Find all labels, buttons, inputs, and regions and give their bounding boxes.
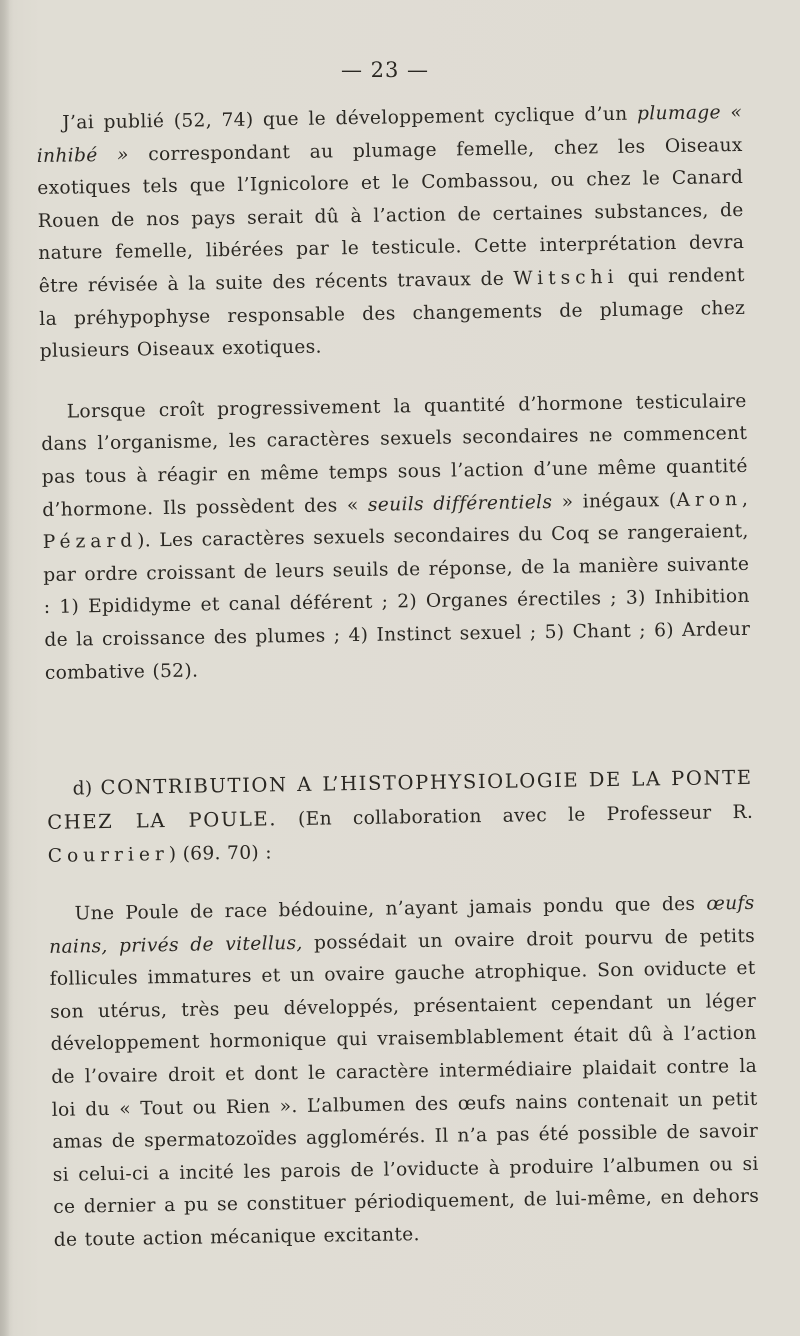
page-binding-shadow <box>0 0 10 1336</box>
author-name: Aron <box>676 488 743 511</box>
italic-term: plumage « inhibé » <box>36 101 743 167</box>
text-run: ). Les caractères sexuels secondaires du Coq se rangeraient, par ordre croissant de leurs seuils de réponse, de la manière suivante : 1) Epididyme et canal déférent ; 2) Organes érectiles ; 3) Inhibition de la croissance des plumes ; 4) Instinct sexuel ; 5) Chant ; 6) Ardeur combative (52). <box>43 520 751 684</box>
text-run: qui rendent la préhypophyse responsable des changements de plumage chez plusieurs Oiseaux exotiques. <box>39 264 746 363</box>
text-run: » inégaux ( <box>552 489 677 513</box>
section-spacer <box>45 679 752 772</box>
text-run: ) (69. 70) : <box>168 842 273 866</box>
text-run: (En collaboration avec le Professeur R. <box>276 801 754 831</box>
page-body <box>36 97 760 1258</box>
author-name: Pézard <box>42 530 138 554</box>
text-run: Lorsque croît progressivement la quantité d’hormone testiculaire dans l’organisme, les caractères sexuels secondaires ne commencent pas tous à réagir en même temps sous l’action d’une même quantité d’hormone. Ils possèdent des « <box>41 390 748 521</box>
text-run: J’ai publié (52, 74) que le développement cyclique d’un <box>62 103 638 134</box>
text-run: correspondant au plumage femelle, chez les Oiseaux exotiques tels que l’Ignicolore et le Combassou, ou chez le Canard Rouen de nos pays serait dû à l’action de certaines substances, de nature femelle, libérées par le testicule. Cette interprétation devra être révisée à la suite des récents travaux de <box>37 134 745 297</box>
italic-term: seuils différentiels <box>367 491 553 516</box>
section-title: CONTRIBUTION A L’HISTOPHYSIOLOGIE DE LA PONTE CHEZ LA POULE. <box>47 765 753 835</box>
text-run: possédait un ovaire droit pourvu de petits follicules immatures et un ovaire gauche atrophique. Son oviducte et son utérus, très peu développés, présentaient cependant un léger développement hormonique qui vraisemblablement était dû à l’action de l’ovaire droit et dont le caractère intermédiaire plaidait contre la loi du « Tout ou Rien ». L’albumen des œufs nains contenait un petit amas de spermatozoïdes agglomérés. Il n’a pas été possible de savoir si celui-ci a incité les parois de l’oviducte à produire l’albumen ou si ce dernier a pu se constituer périodiquement, de lui-même, en dehors de toute action mécanique excitante. <box>49 925 760 1251</box>
italic-term: œufs nains, privés de vitellus, <box>49 892 755 958</box>
section-heading <box>46 761 753 873</box>
text-run: , <box>741 488 749 510</box>
author-name: Courrier <box>47 844 169 868</box>
page-number: — 23 — <box>340 58 430 82</box>
paragraph-hen <box>48 888 760 1258</box>
author-name: Witschi <box>513 266 619 290</box>
section-letter: d) <box>72 778 101 800</box>
paragraph-thresholds <box>41 386 752 690</box>
text-run: Une Poule de race bédouine, n’ayant jamais pondu que des <box>74 893 707 925</box>
paragraph-plumage <box>36 97 746 369</box>
